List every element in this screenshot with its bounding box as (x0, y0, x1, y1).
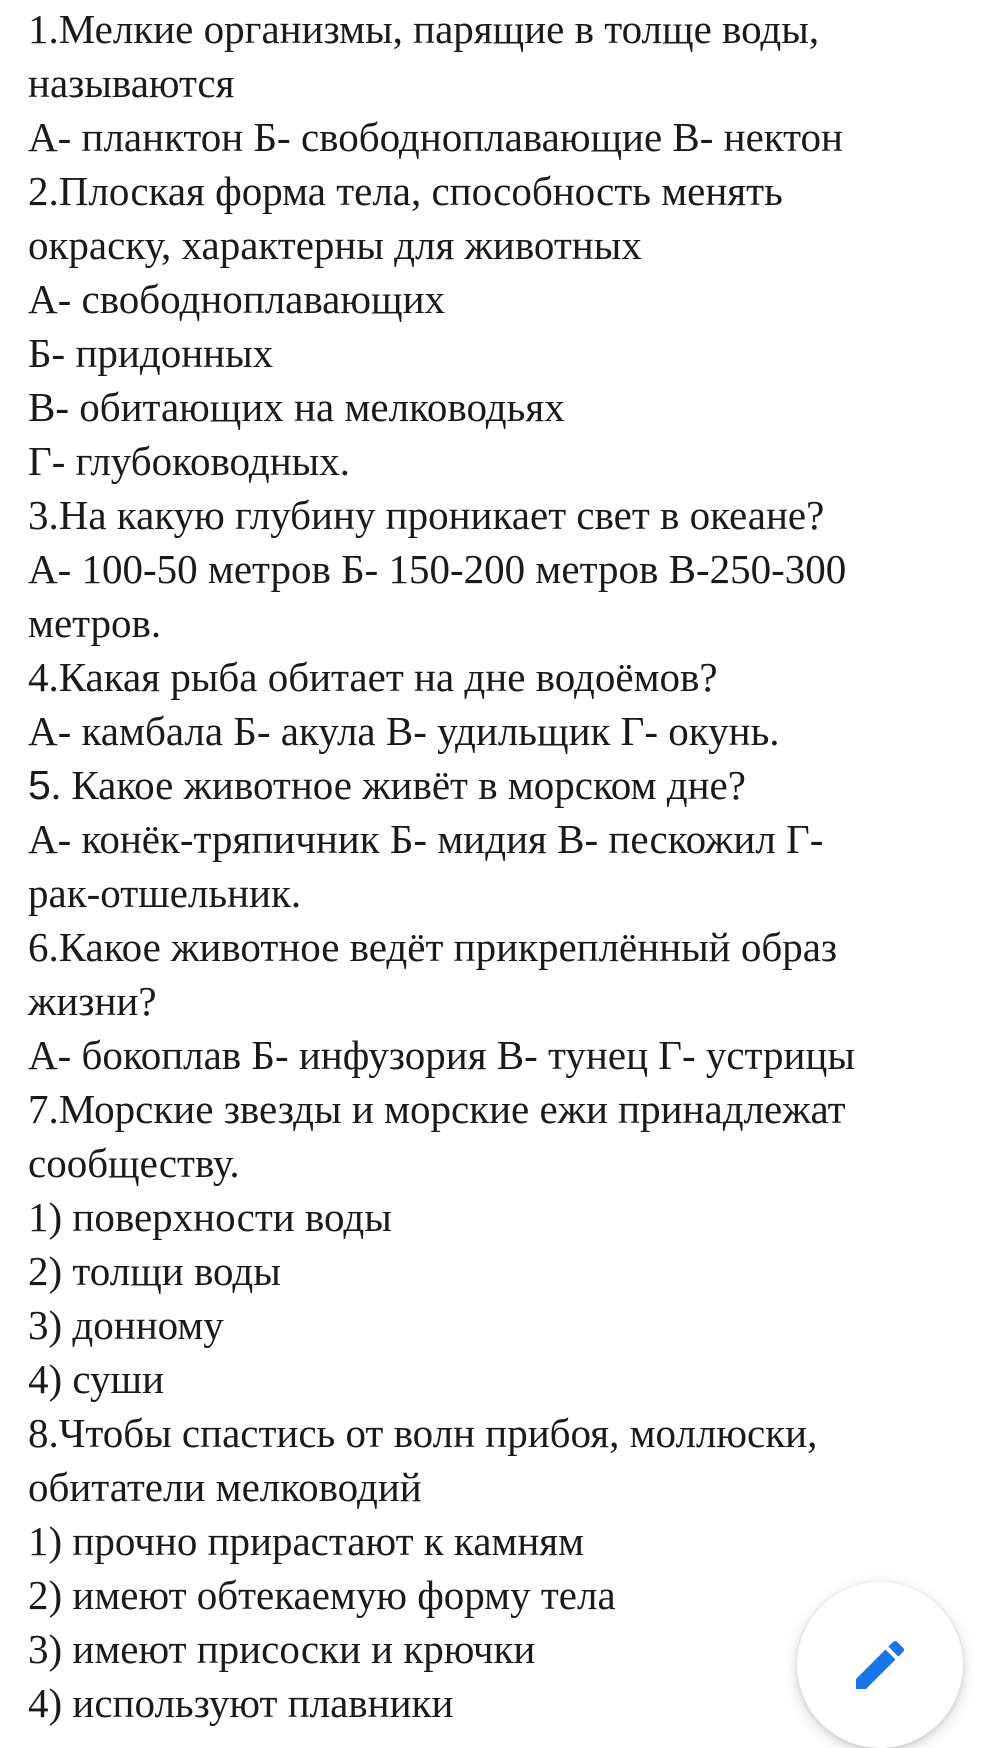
question-number: 5 (28, 762, 51, 808)
text-line: А- камбала Б- акула В- удильщик Г- окунь. (28, 708, 780, 754)
text-line: 2) толщи воды (28, 1248, 281, 1294)
text-line: обитатели мелководий (28, 1464, 422, 1510)
text-line: 8.Чтобы спастись от волн прибоя, моллюски, (28, 1410, 818, 1456)
text-line: 3) имеют присоски и крючки (28, 1626, 536, 1672)
text-line: В- обитающих на мелководьях (28, 384, 565, 430)
text-line: 6.Какое животное ведёт прикреплённый образ (28, 924, 838, 970)
text-line: А- конёк-тряпичник Б- мидия В- пескожил Г- (28, 816, 824, 862)
text-line: А- свободноплавающих (28, 276, 446, 322)
text-line: Б- придонных (28, 330, 274, 376)
text-line: 4.Какая рыба обитает на дне водоёмов? (28, 654, 718, 700)
text-line: 7.Морские звезды и морские ежи принадлежат (28, 1086, 846, 1132)
text-line: окраску, характерны для животных (28, 222, 642, 268)
question-text: . Какое животное живёт в морском дне? (50, 762, 746, 808)
text-line: 3.На какую глубину проникает свет в океане? (28, 492, 825, 538)
edit-button[interactable] (797, 1582, 963, 1748)
text-line: 3) донному (28, 1302, 224, 1348)
text-line: 1) прочно прирастают к камням (28, 1518, 585, 1564)
text-line: 1) поверхности воды (28, 1194, 392, 1240)
text-line: 1.Мелкие организмы, парящие в толще воды, (28, 6, 820, 52)
text-line (28, 758, 973, 812)
text-line: 2) имеют обтекаемую форму тела (28, 1572, 616, 1618)
text-line: 4) используют плавники (28, 1680, 454, 1726)
text-line: А- планктон Б- свободноплавающие В- нектон (28, 114, 843, 160)
text-line: рак-отшельник. (28, 870, 302, 916)
text-line: называются (28, 60, 235, 106)
text-line: сообществу. (28, 1140, 240, 1186)
text-line: А- бокоплав Б- инфузория В- тунец Г- устрицы (28, 1032, 855, 1078)
text-line: 2.Плоская форма тела, способность менять (28, 168, 783, 214)
text-line: Г- глубоководных. (28, 438, 350, 484)
text-line: жизни? (28, 978, 157, 1024)
text-line: А- 100-50 метров Б- 150-200 метров В-250-300 (28, 546, 847, 592)
text-line: 4) суши (28, 1356, 165, 1402)
document-text (28, 2, 973, 1730)
text-line: метров. (28, 600, 162, 646)
pencil-icon (848, 1633, 912, 1697)
